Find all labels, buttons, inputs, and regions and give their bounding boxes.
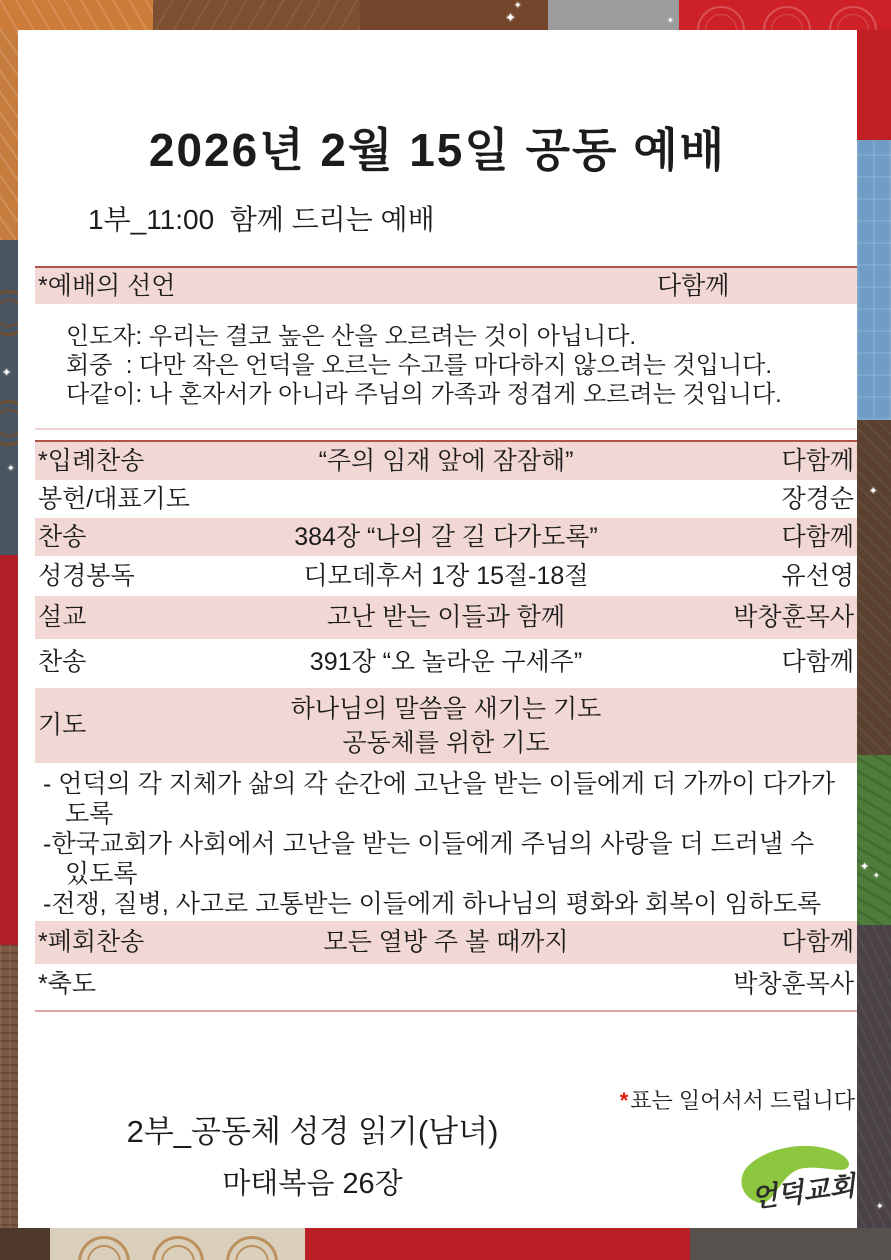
part2-section bbox=[40, 1106, 585, 1202]
order-leader: 다함께 bbox=[781, 447, 854, 475]
prayer-title-line: 공동체를 위한 기도 bbox=[342, 729, 550, 757]
order-row bbox=[35, 639, 857, 686]
sparkle-icon: ✦ bbox=[505, 10, 516, 25]
order-row bbox=[35, 480, 857, 518]
order-row bbox=[35, 964, 857, 1004]
declaration-band bbox=[35, 266, 857, 304]
footnote-text: 표는 일어서서 드립니다 bbox=[630, 1088, 855, 1113]
reading-line: 인도자: 우리는 결코 높은 산을 오르려는 것이 아닙니다. bbox=[66, 323, 637, 350]
order-leader: 다함께 bbox=[781, 523, 854, 551]
patch-blue bbox=[857, 140, 891, 420]
patch-brown bbox=[0, 945, 18, 1234]
sparkle-icon: ✦ bbox=[869, 486, 878, 497]
patch-gray bbox=[690, 1228, 891, 1260]
patch-red bbox=[305, 1228, 690, 1260]
patch-brown-light bbox=[153, 0, 360, 30]
order-leader: 유선영 bbox=[781, 562, 854, 590]
patch-dark-brown bbox=[0, 1228, 50, 1260]
reading-line: 회중 : 다만 작은 언덕을 오르는 수고를 마다하지 않으려는 것입니다. bbox=[66, 352, 772, 379]
order-leader: 다함께 bbox=[781, 928, 854, 956]
asterisk-icon: * bbox=[619, 1088, 629, 1113]
prayer-topics bbox=[35, 769, 841, 919]
medallion-ornament bbox=[226, 1236, 278, 1260]
order-row bbox=[35, 688, 857, 763]
declaration-label: *예배의 선언 bbox=[38, 272, 176, 300]
part2-reading: 마태복음 26장 bbox=[222, 1168, 403, 1200]
reading-line: 다같이: 나 혼자서가 아니라 주님의 가족과 정겹게 오르려는 것입니다. bbox=[66, 381, 782, 408]
patch-red bbox=[679, 0, 891, 30]
part2-heading: 2부_공동체 성경 읽기(남녀) bbox=[126, 1114, 499, 1149]
closing-divider bbox=[35, 1010, 857, 1012]
medallion-ornament bbox=[0, 400, 18, 446]
order-row bbox=[35, 518, 857, 556]
prayer-topic: - 언덕의 각 지체가 삶의 각 순간에 고난을 받는 이들에게 더 가까이 다가가도록 bbox=[43, 770, 836, 828]
order-content: 디모데후서 1장 15절-18절 bbox=[303, 562, 589, 590]
order-leader: 장경순 bbox=[781, 485, 854, 513]
responsive-reading bbox=[66, 322, 782, 409]
patchwork-border-bottom bbox=[0, 1228, 891, 1260]
order-item: 기도 bbox=[38, 711, 87, 739]
medallion-ornament bbox=[78, 1236, 130, 1260]
sparkle-icon: ✦ bbox=[514, 0, 522, 10]
order-item: *폐회찬송 bbox=[38, 928, 145, 956]
order-item: 찬송 bbox=[38, 648, 87, 676]
sparkle-icon: ✦ bbox=[876, 1201, 884, 1211]
patch-slate bbox=[0, 240, 18, 555]
medallion-ornament bbox=[829, 6, 877, 30]
order-leader: 박창훈목사 bbox=[733, 603, 854, 631]
logo-text: 언덕교회 bbox=[749, 1170, 857, 1214]
church-logo bbox=[733, 1140, 867, 1216]
sparkle-icon: ✦ bbox=[860, 861, 870, 873]
order-item: *축도 bbox=[38, 970, 97, 998]
bulletin-title: 2026년 2월 15일 공동 예배 bbox=[148, 124, 727, 176]
part1-heading: 1부_11:00 함께 드리는 예배 bbox=[88, 204, 435, 235]
medallion-ornament bbox=[0, 290, 18, 336]
order-content: 고난 받는 이들과 함께 bbox=[326, 603, 566, 631]
order-content: “주의 임재 앞에 잠잠해” bbox=[318, 447, 574, 475]
order-content: 384장 “나의 갈 길 다가도록” bbox=[294, 523, 598, 551]
prayer-topic: -한국교회가 사회에서 고난을 받는 이들에게 주님의 사랑을 더 드러낼 수 있도록 bbox=[43, 830, 815, 888]
patch-beige bbox=[50, 1228, 305, 1260]
declaration-leader: 다함께 bbox=[657, 272, 730, 300]
order-row bbox=[35, 596, 857, 639]
patch-dark-brown bbox=[857, 420, 891, 755]
standing-footnote bbox=[620, 1084, 855, 1115]
sparkle-icon: ✦ bbox=[667, 16, 674, 25]
medallion-ornament bbox=[152, 1236, 204, 1260]
patch-green bbox=[857, 755, 891, 925]
patchwork-border-right bbox=[857, 28, 891, 1234]
prayer-title-line: 하나님의 말씀을 새기는 기도 bbox=[290, 695, 602, 723]
patch-red bbox=[0, 555, 18, 945]
order-item: 성경봉독 bbox=[38, 562, 135, 590]
order-row bbox=[35, 556, 857, 596]
sparkle-icon: ✦ bbox=[873, 871, 880, 880]
order-row bbox=[35, 921, 857, 964]
order-of-worship bbox=[35, 440, 857, 1012]
order-content bbox=[35, 692, 857, 760]
order-row bbox=[35, 440, 857, 480]
prayer-topic: -전쟁, 질병, 사고로 고통받는 이들에게 하나님의 평화와 회복이 임하도록 bbox=[43, 890, 822, 918]
section-divider bbox=[35, 428, 857, 430]
order-leader: 박창훈목사 bbox=[733, 970, 854, 998]
patch-orange bbox=[0, 28, 18, 240]
medallion-ornament bbox=[763, 6, 811, 30]
order-leader: 다함께 bbox=[781, 648, 854, 676]
patchwork-border-left bbox=[0, 28, 18, 1234]
order-content: 모든 열방 주 볼 때까지 bbox=[323, 928, 569, 956]
patch-red bbox=[857, 28, 891, 140]
patch-orange bbox=[0, 0, 153, 30]
patchwork-border-top bbox=[0, 0, 891, 30]
order-item: 설교 bbox=[38, 603, 87, 631]
sparkle-icon: ✦ bbox=[2, 367, 12, 379]
order-item: 찬송 bbox=[38, 523, 87, 551]
order-item: *입례찬송 bbox=[38, 447, 145, 475]
sparkle-icon: ✦ bbox=[7, 463, 15, 473]
order-item: 봉헌/대표기도 bbox=[38, 485, 190, 513]
medallion-ornament bbox=[697, 6, 745, 30]
patch-gray bbox=[548, 0, 679, 30]
order-content: 391장 “오 놀라운 구세주” bbox=[309, 648, 583, 676]
